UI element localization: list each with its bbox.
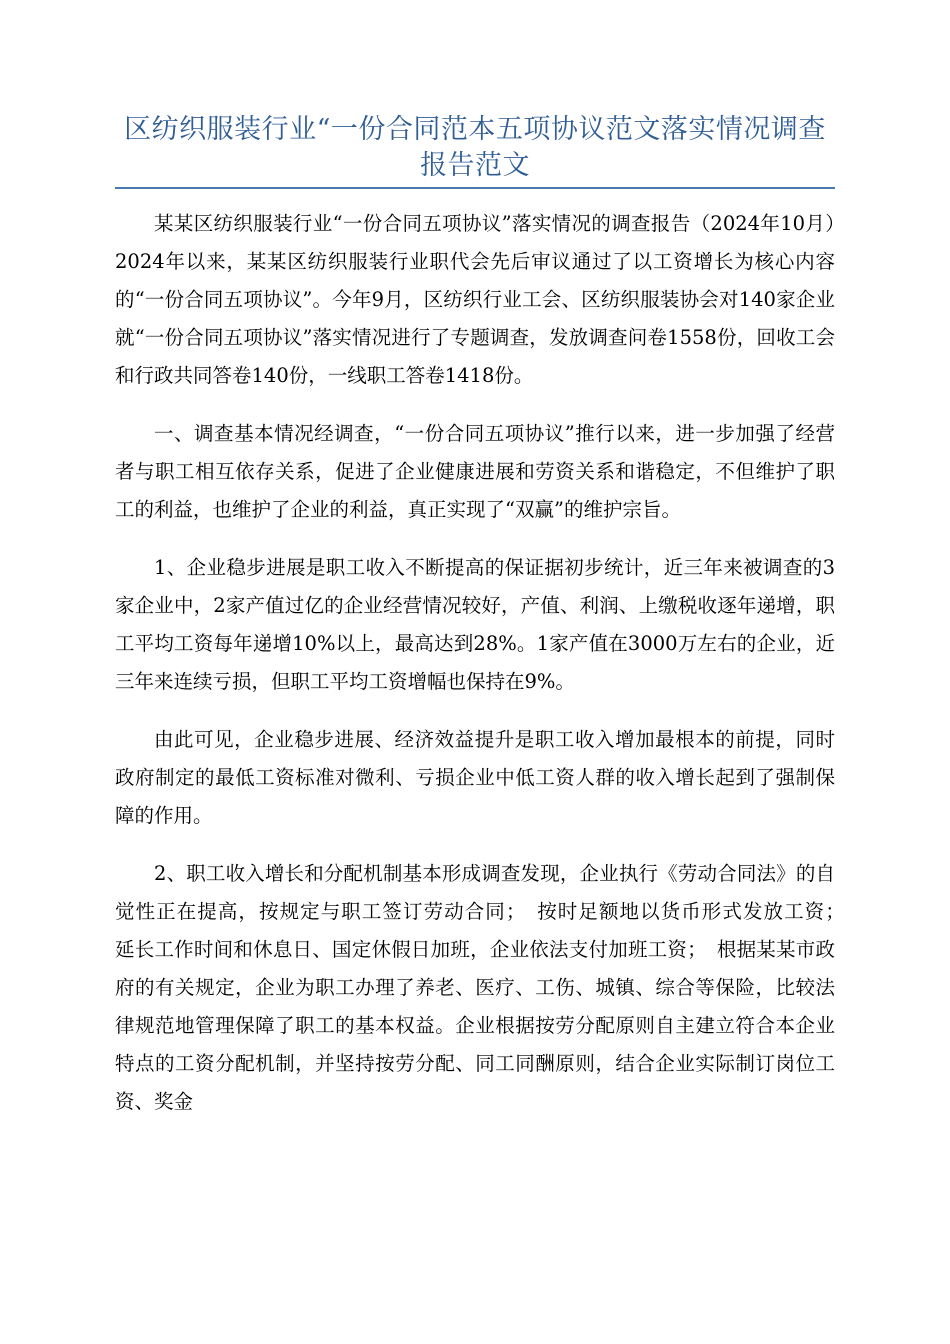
paragraph-item-2: 2、职工收入增长和分配机制基本形成调查发现，企业执行《劳动合同法》的自觉性正在提高，按规定与职工签订劳动合同； 按时足额地以货币形式发放工资； 延长工作时间和休息日、国定休假日加班，企业依法支付加班工资； 根据某某市政府的有关规定，企业为职工办理了养老、医疗、工伤、城镇、综合等保险，比较法律规范地管理保障了职工的基本权益。企业根据按劳分配原则自主建立符合本企业特点的工资分配机制，并坚持按劳分配、同工同酬原则，结合企业实际制订岗位工资、奖金 [115, 862, 855, 1113]
title-underline [115, 187, 835, 189]
paragraph-item-1: 1、企业稳步进展是职工收入不断提高的保证据初步统计，近三年来被调查的3家企业中，2家产值过亿的企业经营情况较好，产值、利润、上缴税收逐年递增，职工平均工资每年递增10%以上，最高达到28%。1家产值在3000万左右的企业，近三年来连续亏损，但职工平均工资增幅也保持在9%。 [115, 556, 835, 693]
paragraph-intro: 某某区纺织服装行业“一份合同五项协议”落实情况的调查报告（2024年10月） 2024年以来，某某区纺织服装行业职代会先后审议通过了以工资增长为核心内容的“一份合同五项协议”。今年9月，区纺织行业工会、区纺织服装协会对140家企业就“一份合同五项协议”落实情况进行了专题调查，发放调查问卷1558份，回收工会和行政共同答卷140份，一线职工答卷1418份。 [115, 212, 855, 387]
paragraph-section-1: 一、调查基本情况经调查，“一份合同五项协议”推行以来，进一步加强了经营者与职工相互依存关系，促进了企业健康进展和劳资关系和谐稳定，不但维护了职工的利益，也维护了企业的利益，真正实现了“双赢”的维护宗旨。 [115, 422, 835, 521]
paragraph-conclusion: 由此可见，企业稳步进展、经济效益提升是职工收入增加最根本的前提，同时政府制定的最低工资标准对微利、亏损企业中低工资人群的收入增长起到了强制保障的作用。 [115, 728, 835, 827]
document-title: 区纺织服装行业“一份合同范本五项协议范文落实情况调查报告范文 [124, 114, 826, 181]
document-body [115, 205, 855, 1141]
